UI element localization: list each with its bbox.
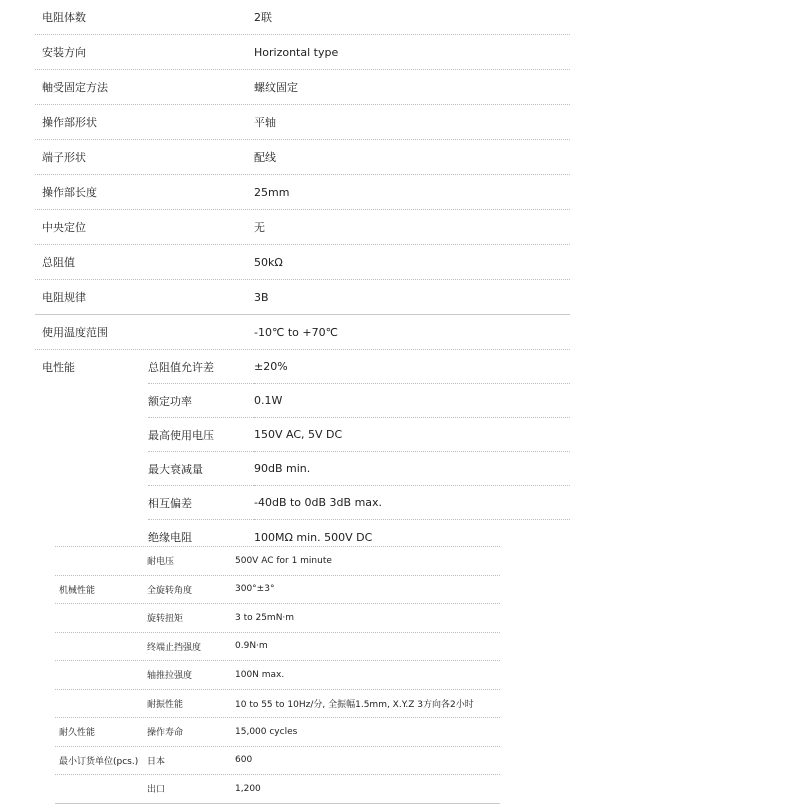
small-label: 轴推拉强度	[147, 671, 193, 682]
spec-value: 无	[254, 221, 265, 234]
spec-row	[35, 35, 570, 70]
small-value: 10 to 55 to 10Hz/分, 全振幅1.5mm, X.Y.Z 3方向各2小时	[235, 699, 474, 710]
spec-value: 3B	[254, 290, 269, 304]
small-value: 300°±3°	[235, 584, 275, 595]
spec-row	[35, 315, 570, 350]
spec-value: 25mm	[254, 185, 290, 199]
small-group-label: 机械性能	[59, 585, 96, 596]
small-row	[55, 576, 500, 605]
small-label: 耐振性能	[147, 699, 184, 710]
spec-value: 100MΩ min. 500V DC	[254, 530, 373, 544]
small-label: 耐电压	[147, 557, 175, 568]
spec-value: 2联	[254, 11, 272, 24]
spec-sublabel: 最大衰减量	[148, 452, 254, 486]
small-row	[55, 690, 500, 719]
spec-label: 电阻规律	[42, 291, 86, 304]
spec-row	[35, 210, 570, 245]
spec-row	[35, 140, 570, 175]
spec-sublabel: 绝缘电阻	[148, 531, 192, 544]
spec-row	[35, 280, 570, 315]
small-row	[55, 747, 500, 776]
small-row	[55, 718, 500, 747]
small-row	[55, 775, 500, 804]
small-value: 600	[235, 755, 253, 766]
spec-value: -40dB to 0dB 3dB max.	[254, 486, 570, 520]
small-row	[55, 633, 500, 662]
spec-row	[35, 350, 570, 384]
spec-value: 150V AC, 5V DC	[254, 418, 570, 452]
spec-row	[35, 245, 570, 280]
spec-sublabel: 最高使用电压	[148, 418, 254, 452]
spec-label: 操作部长度	[42, 186, 97, 199]
small-group-label: 耐久性能	[59, 728, 96, 739]
small-value: 100N max.	[235, 669, 285, 680]
spec-value: Horizontal type	[254, 45, 339, 59]
small-label: 全旋转角度	[147, 585, 193, 596]
small-label: 操作寿命	[147, 728, 184, 739]
small-spec-table	[55, 546, 500, 804]
spec-label: 軸受固定方法	[42, 81, 108, 94]
spec-label: 总阻值	[42, 256, 75, 269]
spec-row	[35, 452, 570, 486]
spec-row	[35, 0, 570, 35]
spec-row	[35, 175, 570, 210]
spec-label: 电阻体数	[42, 11, 86, 24]
spec-label: 操作部形状	[42, 116, 97, 129]
spec-sublabel: 相互偏差	[148, 486, 254, 520]
group-label-electrical: 电性能	[42, 361, 75, 374]
small-row	[55, 661, 500, 690]
spec-value: 50kΩ	[254, 255, 283, 269]
small-value: 1,200	[235, 783, 261, 794]
spec-table	[35, 0, 570, 554]
spec-value: -10℃ to +70℃	[254, 325, 338, 339]
spec-row	[35, 105, 570, 140]
spec-row	[35, 384, 570, 418]
spec-value: 0.1W	[254, 384, 570, 418]
spec-row	[35, 418, 570, 452]
spec-value: 平轴	[254, 116, 276, 129]
spec-row	[35, 486, 570, 520]
small-label: 旋转扭矩	[147, 614, 184, 625]
small-value: 15,000 cycles	[235, 726, 298, 737]
spec-sublabel: 额定功率	[148, 384, 254, 418]
spec-row	[35, 70, 570, 105]
spec-label: 安装方向	[42, 46, 86, 59]
spec-label: 使用温度范围	[42, 326, 108, 339]
small-label: 终端止挡强度	[147, 642, 202, 653]
small-row	[55, 604, 500, 633]
small-value: 500V AC for 1 minute	[235, 555, 332, 566]
spec-label: 中央定位	[42, 221, 86, 234]
spec-value: 90dB min.	[254, 452, 570, 486]
spec-sublabel: 总阻值允许差	[148, 350, 254, 384]
spec-value: 配线	[254, 151, 276, 164]
spec-value: 螺纹固定	[254, 81, 298, 94]
small-value: 0.9N·m	[235, 641, 268, 652]
small-group-label: 最小订货单位(pcs.)	[59, 756, 139, 767]
spec-label: 端子形状	[42, 151, 86, 164]
spec-value: ±20%	[254, 350, 570, 384]
small-row	[55, 547, 500, 576]
small-label: 出口	[147, 785, 166, 796]
small-label: 日本	[147, 756, 166, 767]
small-value: 3 to 25mN·m	[235, 612, 295, 623]
